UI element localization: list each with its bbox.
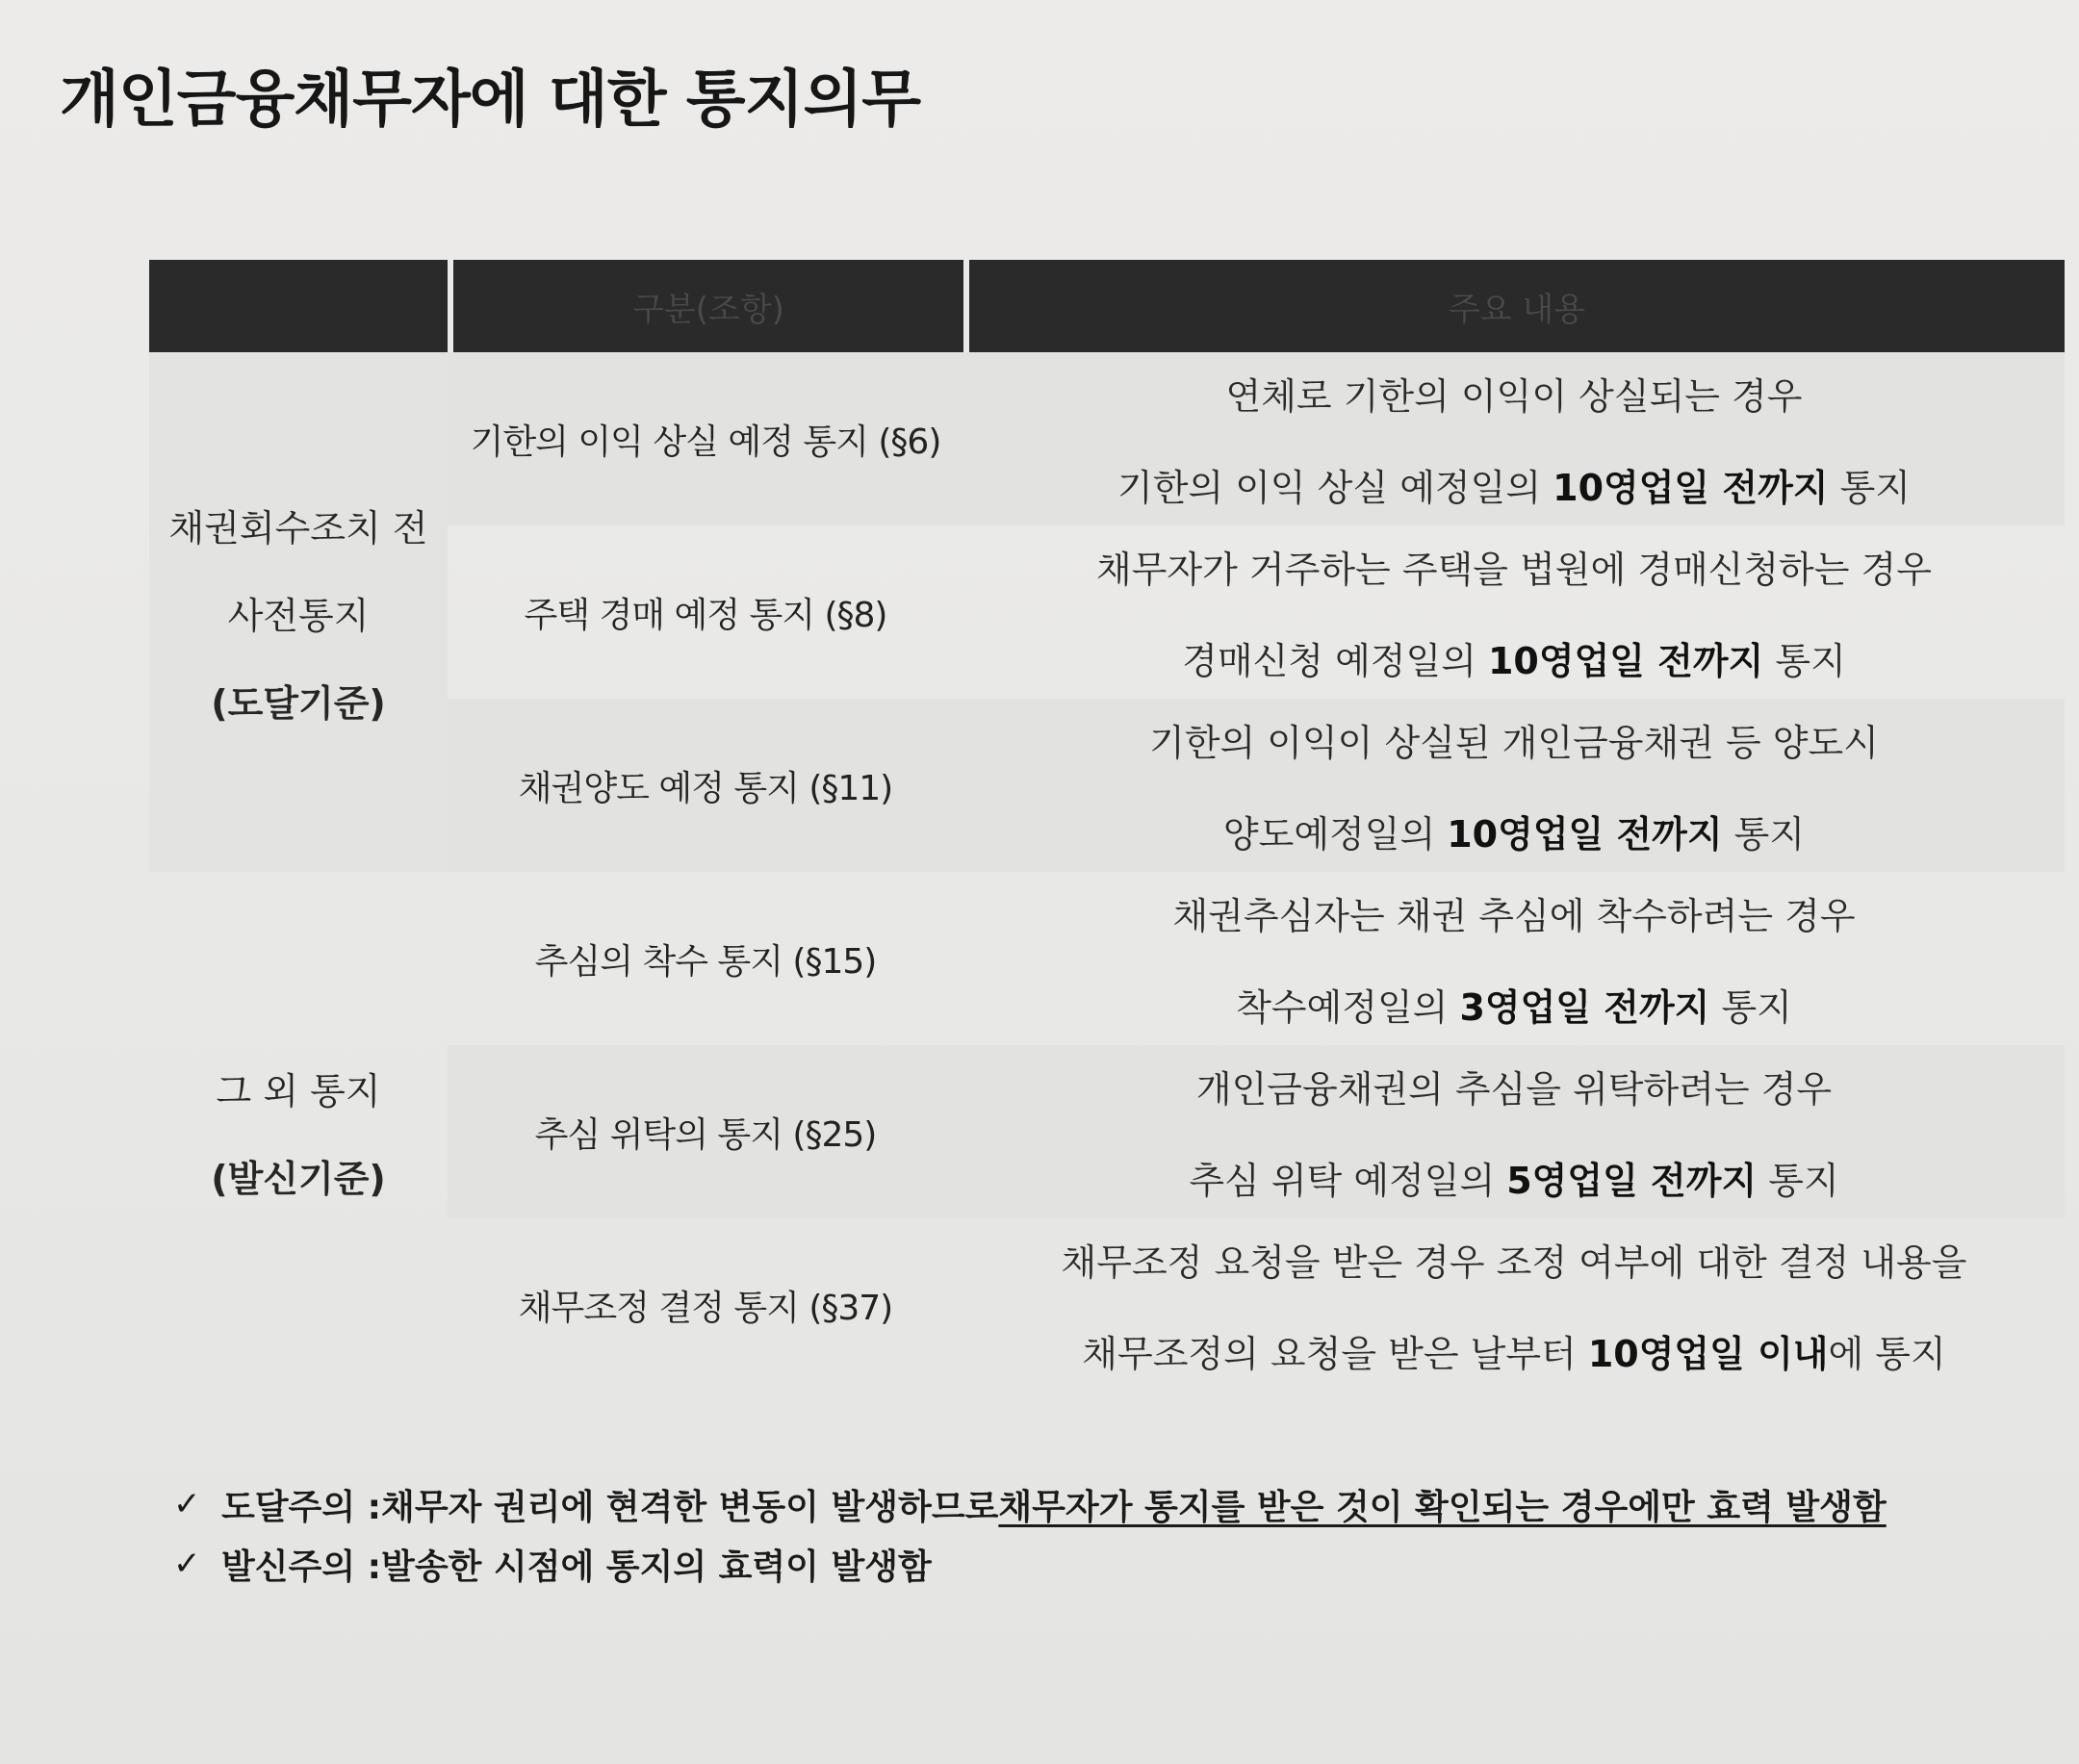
group-label — [149, 872, 448, 1392]
header-cell-clause: 구분(조항) — [453, 260, 963, 352]
table-group-pre-collection — [149, 352, 2065, 872]
table-header — [149, 260, 2065, 352]
deadline-emphasis: 10영업일 전까지 — [1487, 640, 1764, 682]
notice-name: 기한의 이익 상실 예정 통지 (§6) — [470, 422, 941, 462]
notice-name: 채무조정 결정 통지 (§37) — [518, 1288, 893, 1328]
header-cell-category — [149, 260, 448, 352]
description-text: 통지 — [1763, 640, 1846, 682]
description-line — [1223, 805, 1805, 857]
description-line — [1082, 1324, 1945, 1377]
notice-description — [963, 872, 2065, 1045]
footnote-label: 발신주의 : — [221, 1547, 382, 1587]
notice-description — [963, 525, 2065, 699]
description-text: 착수예정일의 — [1236, 986, 1460, 1029]
group-label-line: 채권회수조치 전 — [168, 506, 428, 550]
description-line: 채무자가 거주하는 주택을 법원에 경매신청하는 경우 — [1096, 549, 1932, 591]
description-line: 채권추심자는 채권 추심에 착수하려는 경우 — [1172, 895, 1856, 937]
footnotes — [173, 1474, 1886, 1594]
group-label-line: (도달기준) — [211, 681, 386, 725]
notice-name: 채권양도 예정 통지 (§11) — [518, 768, 893, 808]
description-text: 에 통지 — [1828, 1333, 1946, 1375]
footnote-item — [173, 1534, 1886, 1594]
notice-description — [963, 699, 2065, 872]
description-text: 추심 위탁 예정일의 — [1189, 1160, 1507, 1202]
deadline-emphasis: 10영업일 전까지 — [1553, 467, 1829, 509]
checkmark-icon: ✓ — [173, 1485, 201, 1523]
description-line: 개인금융채권의 추심을 위탁하려는 경우 — [1195, 1068, 1833, 1111]
notice-description — [963, 1045, 2065, 1218]
description-text: 통지 — [1709, 986, 1792, 1029]
table-row — [448, 352, 2065, 525]
description-text: 통지 — [1757, 1160, 1839, 1202]
table-row — [448, 525, 2065, 699]
table-row — [448, 1045, 2065, 1218]
group-label-line: (발신기준) — [211, 1158, 386, 1200]
footnote-label: 도달주의 : — [221, 1487, 382, 1527]
description-text: 채무조정의 요청을 받은 날부터 — [1082, 1333, 1588, 1375]
footnote-text: 발송한 시점에 통지의 효력이 발생함 — [381, 1547, 932, 1587]
description-line: 기한의 이익이 상실된 개인금융채권 등 양도시 — [1149, 722, 1879, 764]
deadline-emphasis: 5영업일 전까지 — [1506, 1160, 1758, 1202]
description-line: 채무조정 요청을 받은 경우 조정 여부에 대한 결정 내용을 — [1061, 1241, 1967, 1284]
deadline-emphasis: 10영업일 이내 — [1587, 1333, 1829, 1375]
description-line — [1189, 1151, 1838, 1204]
group-label-line: 그 외 통지 — [216, 1070, 381, 1112]
header-cell-content: 주요 내용 — [969, 260, 2065, 352]
description-text: 통지 — [1722, 813, 1806, 856]
table-row — [448, 872, 2065, 1045]
description-line: 연체로 기한의 이익이 상실되는 경우 — [1225, 375, 1803, 418]
footnote-text: 채무자 권리에 현격한 변동이 발생하므로 — [381, 1487, 999, 1527]
description-line — [1236, 978, 1792, 1031]
checkmark-icon: ✓ — [173, 1545, 201, 1583]
notice-name: 주택 경매 예정 통지 (§8) — [524, 595, 887, 635]
deadline-emphasis: 10영업일 전까지 — [1447, 813, 1723, 856]
group-label-line: 사전통지 — [227, 594, 370, 637]
group-label — [149, 352, 448, 872]
notice-name: 추심의 착수 통지 (§15) — [534, 941, 877, 982]
page-title: 개인금융채무자에 대한 통지의무 — [60, 64, 921, 136]
description-text: 통지 — [1828, 467, 1911, 509]
table-group-other — [149, 872, 2065, 1392]
table-row — [448, 699, 2065, 872]
deadline-emphasis: 3영업일 전까지 — [1459, 986, 1710, 1029]
notification-table — [149, 260, 2065, 1392]
table-row — [448, 1218, 2065, 1392]
description-line — [1117, 458, 1911, 511]
description-text: 경매신청 예정일의 — [1182, 640, 1488, 682]
description-line — [1182, 631, 1846, 684]
notice-description — [963, 352, 2065, 525]
notice-name: 추심 위탁의 통지 (§25) — [534, 1114, 877, 1155]
footnote-underlined-text: 채무자가 통지를 받은 것이 확인되는 경우에만 효력 발생함 — [998, 1487, 1886, 1527]
description-text: 기한의 이익 상실 예정일의 — [1117, 467, 1553, 509]
description-text: 양도예정일의 — [1222, 813, 1448, 856]
footnote-item — [173, 1474, 1886, 1534]
notice-description — [963, 1218, 2065, 1392]
